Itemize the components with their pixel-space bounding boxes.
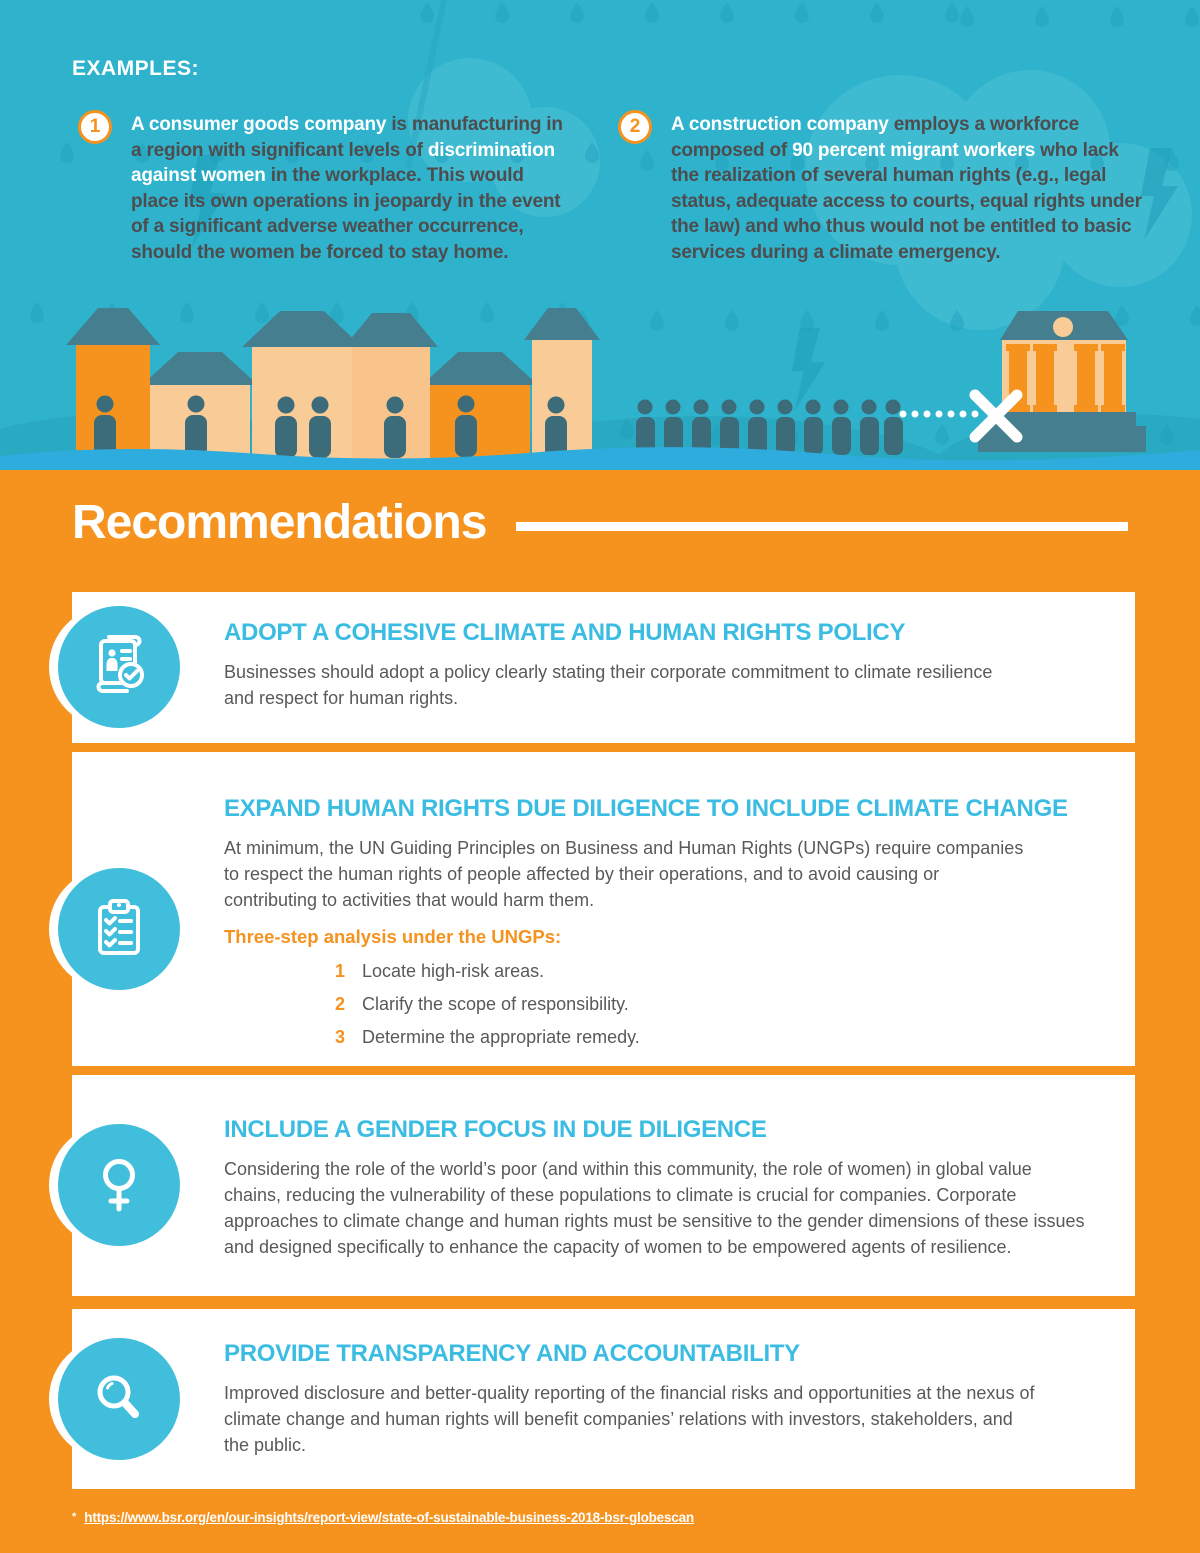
examples-section [0,0,1200,470]
recommendation-card-due-diligence [72,752,1135,1066]
examples-heading: EXAMPLES: [72,57,200,80]
title-rule [516,522,1128,531]
recommendations-title: Recommendations [72,496,487,549]
card-title: INCLUDE A GENDER FOCUS IN DUE DILIGENCE [224,1116,767,1143]
step-text: Locate high-risk areas. [362,961,545,982]
card-body: Improved disclosure and better-quality reporting of the financial risks and opportunities at the nexus of climate change and human rights will benefit companies’ relations with investors, stakeholders, and the public. [224,1383,1035,1456]
step-text: Determine the appropriate remedy. [362,1027,640,1048]
recommendation-card-policy [72,592,1135,743]
checklist-clipboard-icon [58,868,180,990]
female-gender-icon [58,1124,180,1246]
card-title: ADOPT A COHESIVE CLIMATE AND HUMAN RIGHTS POLICY [224,619,906,646]
policy-scroll-icon [58,606,180,728]
step-item [330,992,1085,1016]
step-item [330,1025,1085,1049]
recommendations-title-row [72,496,1128,549]
step-item [330,959,1085,983]
recommendation-card-gender [72,1075,1135,1296]
step-number: 1 [334,961,345,982]
recommendation-card-transparency [72,1309,1135,1489]
step-number: 3 [334,1027,345,1048]
card-body: At minimum, the UN Guiding Principles on Business and Human Rights (UNGPs) require companies to respect the human rights of people affected by their operations, and to avoid causing or contributing to activities that would harm them. [224,838,1024,911]
three-step-list [330,959,1085,1049]
card-body: Considering the role of the world’s poor (and within this community, the role of women) in global value chains, reducing the vulnerability of these populations to climate is crucial for companies. Corporate approaches to climate change and human rights must be sensitive to the gender dimensions of these issues and designed specifically to enhance the capacity of women to be empowered agents of resilience. [224,1159,1085,1258]
example-2-number-badge: 2 [618,110,652,144]
footnote-marker: * [72,1511,77,1523]
card-title: EXPAND HUMAN RIGHTS DUE DILIGENCE TO INCLUDE CLIMATE CHANGE [224,795,1068,822]
magnifier-icon [58,1338,180,1460]
recommendations-section [0,470,1200,1553]
source-link[interactable]: https://www.bsr.org/en/our-insights/report-view/state-of-sustainable-business-2018-bsr-globescan [84,1510,694,1525]
card-body: Businesses should adopt a policy clearly stating their corporate commitment to climate resilience and respect for human rights. [224,662,993,709]
example-2-text: A construction company employs a workforce composed of 90 percent migrant workers who lack the realization of several human rights (e.g., legal status, adequate access to courts, equal rights under the law) and who thus would not be entitled to basic services during a climate emergency. [671,114,1142,263]
example-1-text: A consumer goods company is manufacturing in a region with significant levels of discrimination against women in the workplace. This would place its own operations in jeopardy in the event of a significant adverse weather occurrence, should the women be forced to stay home. [131,114,563,263]
step-number: 2 [334,994,345,1015]
card-subheading: Three-step analysis under the UNGPs: [224,926,562,948]
example-1-number-badge: 1 [78,110,112,144]
card-title: PROVIDE TRANSPARENCY AND ACCOUNTABILITY [224,1340,800,1367]
step-text: Clarify the scope of responsibility. [362,994,629,1015]
footnote [72,1510,694,1525]
